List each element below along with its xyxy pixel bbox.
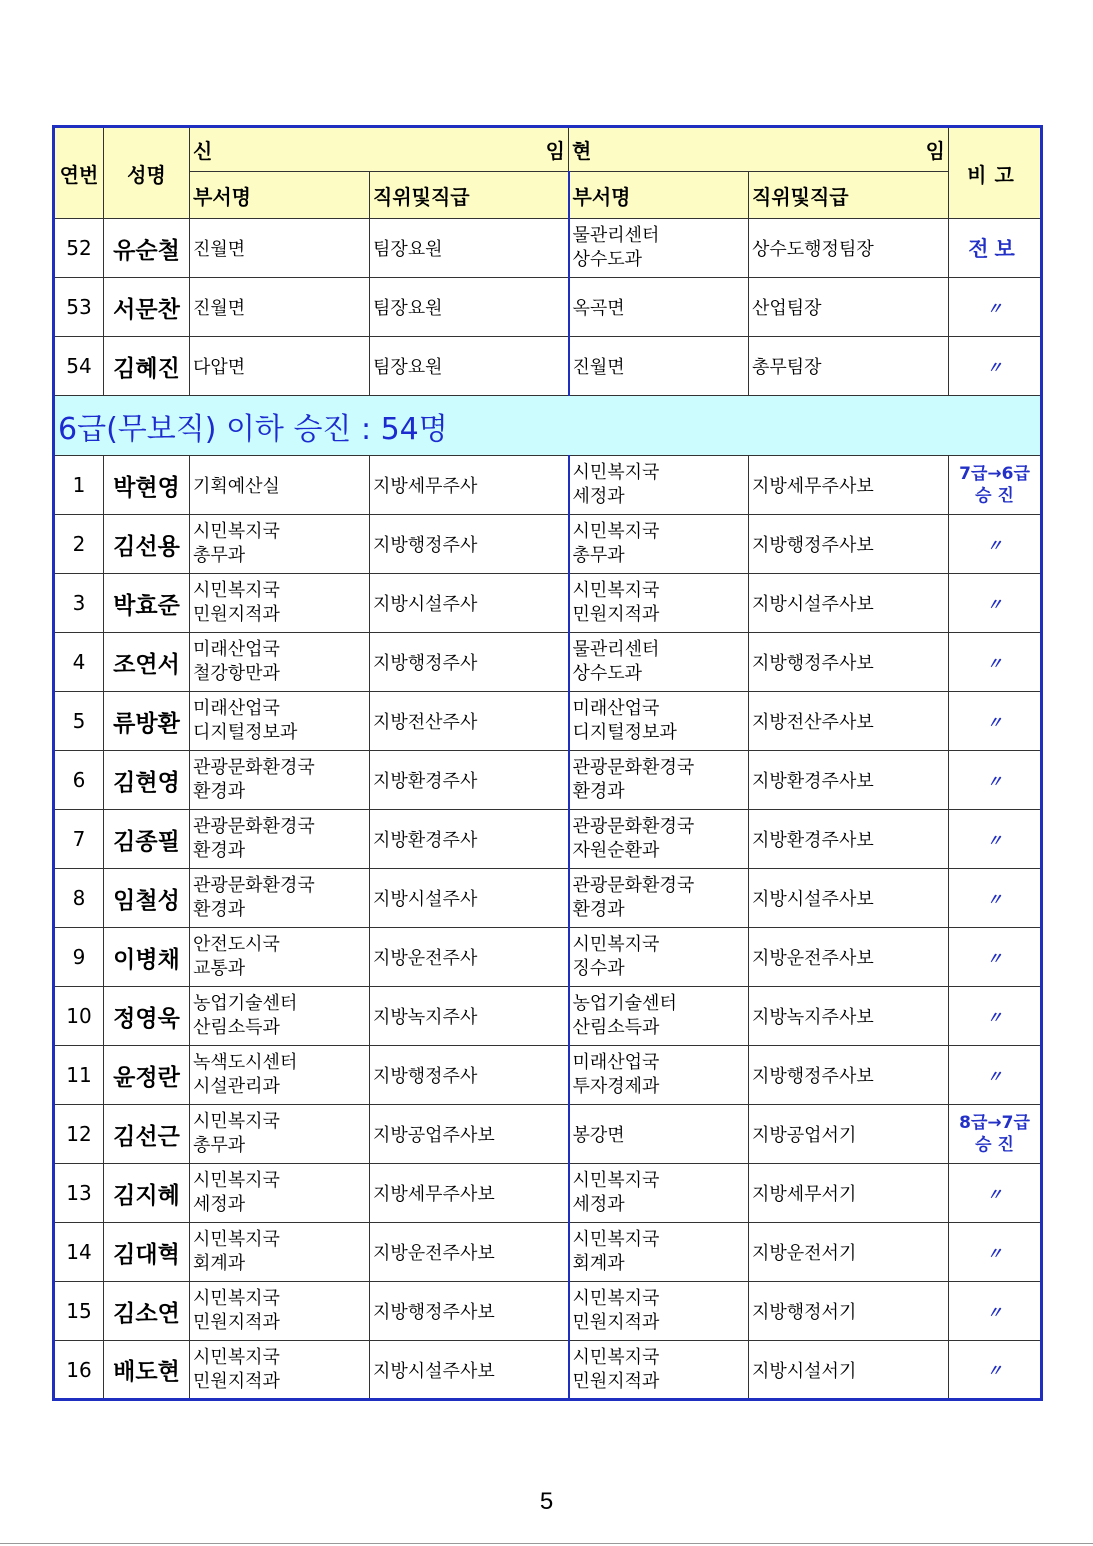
new-department (190, 751, 370, 810)
current-position: 산업팀장 (749, 278, 949, 337)
new-department (190, 1282, 370, 1341)
dept-division: 민원지적과 (193, 1312, 280, 1333)
dept-bureau: 시민복지국 (572, 521, 660, 542)
dept-division: 세정과 (572, 1194, 625, 1215)
note: 〃 (949, 928, 1042, 987)
new-department: 기획예산실 (190, 456, 370, 515)
row-number: 5 (54, 692, 104, 751)
dept-division: 환경과 (193, 840, 246, 861)
row-number: 12 (54, 1105, 104, 1164)
dept-bureau: 시민복지국 (572, 1346, 660, 1368)
table-row (54, 869, 1042, 928)
dept-bureau: 미래산업국 (572, 1052, 660, 1073)
dept-bureau: 미래산업국 (572, 698, 660, 719)
new-department (190, 515, 370, 574)
new-department (190, 1164, 370, 1223)
table-row (54, 456, 1042, 515)
person-name: 정영욱 (104, 987, 190, 1046)
header-name: 성명 (104, 127, 190, 219)
table-row (54, 751, 1042, 810)
header-current-position: 직위및직급 (749, 172, 949, 219)
dept-division: 회계과 (572, 1253, 625, 1274)
row-number: 11 (54, 1046, 104, 1105)
row-number: 3 (54, 574, 104, 633)
new-position: 지방운전주사 (370, 928, 569, 987)
table-row (54, 928, 1042, 987)
dept-division: 상수도과 (572, 249, 643, 270)
new-department (190, 869, 370, 928)
dept-division: 환경과 (572, 899, 625, 920)
dept-bureau: 시민복지국 (193, 1346, 280, 1368)
dept-division: 산림소득과 (572, 1017, 660, 1038)
person-name: 류방환 (104, 692, 190, 751)
person-name: 김선용 (104, 515, 190, 574)
new-position: 지방행정주사 (370, 515, 569, 574)
current-position: 지방시설주사보 (749, 574, 949, 633)
dept-bureau: 시민복지국 (193, 1229, 280, 1250)
person-name: 김혜진 (104, 337, 190, 396)
header-new-post (190, 127, 569, 172)
section-divider (54, 396, 1042, 456)
dept-bureau: 녹색도시센터 (193, 1052, 298, 1073)
current-department: 옥곡면 (569, 278, 749, 337)
table-body-top (54, 219, 1042, 396)
person-name: 김지혜 (104, 1164, 190, 1223)
header-new-right: 임 (545, 139, 565, 163)
current-department (569, 1223, 749, 1282)
note: 〃 (949, 869, 1042, 928)
dept-bureau: 시민복지국 (572, 580, 660, 601)
new-department (190, 810, 370, 869)
row-number: 14 (54, 1223, 104, 1282)
dept-division: 환경과 (572, 781, 625, 802)
dept-division: 민원지적과 (572, 1312, 660, 1333)
person-name: 김선근 (104, 1105, 190, 1164)
new-position: 팀장요원 (370, 219, 569, 278)
dept-bureau: 시민복지국 (193, 521, 280, 542)
person-name: 김대혁 (104, 1223, 190, 1282)
note (949, 456, 1042, 515)
table-row (54, 515, 1042, 574)
row-number: 9 (54, 928, 104, 987)
row-number: 7 (54, 810, 104, 869)
person-name: 서문찬 (104, 278, 190, 337)
note-line: 승 진 (975, 1135, 1014, 1155)
new-department (190, 1105, 370, 1164)
table-row (54, 1223, 1042, 1282)
table-row (54, 633, 1042, 692)
page-number: 5 (539, 1488, 554, 1515)
dept-bureau: 시민복지국 (572, 462, 660, 483)
new-department: 진월면 (190, 278, 370, 337)
note: 〃 (949, 1282, 1042, 1341)
dept-division: 총무과 (572, 545, 625, 566)
current-department: 봉강면 (569, 1105, 749, 1164)
dept-division: 교통과 (193, 958, 246, 979)
row-number: 1 (54, 456, 104, 515)
dept-division: 총무과 (193, 1135, 246, 1156)
current-position: 지방행정서기 (749, 1282, 949, 1341)
note: 〃 (949, 1223, 1042, 1282)
header-current-left: 현 (572, 139, 592, 163)
table-row (54, 1341, 1042, 1400)
current-position: 상수도행정팀장 (749, 219, 949, 278)
person-name: 김현영 (104, 751, 190, 810)
dept-bureau: 미래산업국 (193, 698, 280, 719)
new-position: 지방공업주사보 (370, 1105, 569, 1164)
current-department (569, 1046, 749, 1105)
table-row (54, 987, 1042, 1046)
new-position: 지방녹지주사 (370, 987, 569, 1046)
dept-bureau: 관광문화환경국 (193, 816, 315, 837)
current-department (569, 810, 749, 869)
dept-bureau: 관광문화환경국 (572, 875, 695, 896)
row-number: 10 (54, 987, 104, 1046)
footer-divider (0, 1543, 1093, 1544)
dept-division: 총무과 (193, 545, 246, 566)
note: 〃 (949, 1341, 1042, 1400)
new-position: 지방시설주사 (370, 574, 569, 633)
person-name: 조연서 (104, 633, 190, 692)
note: 〃 (949, 987, 1042, 1046)
current-department (569, 692, 749, 751)
row-number: 16 (54, 1341, 104, 1400)
dept-bureau: 시민복지국 (193, 1111, 280, 1132)
person-name: 유순철 (104, 219, 190, 278)
current-position: 지방세무주사보 (749, 456, 949, 515)
header-no: 연번 (54, 127, 104, 219)
personnel-roster-table (52, 125, 1043, 1401)
table-body-promotions (54, 456, 1042, 1400)
new-position: 지방시설주사보 (370, 1341, 569, 1400)
new-department (190, 987, 370, 1046)
current-department (569, 1341, 749, 1400)
current-department (569, 515, 749, 574)
new-position: 지방환경주사 (370, 751, 569, 810)
row-number: 13 (54, 1164, 104, 1223)
dept-division: 회계과 (193, 1253, 246, 1274)
person-name: 임철성 (104, 869, 190, 928)
dept-bureau: 관광문화환경국 (193, 757, 315, 778)
new-department (190, 928, 370, 987)
current-position: 지방행정주사보 (749, 633, 949, 692)
current-department (569, 987, 749, 1046)
person-name: 이병채 (104, 928, 190, 987)
table-row (54, 692, 1042, 751)
note: 〃 (949, 515, 1042, 574)
new-position: 팀장요원 (370, 278, 569, 337)
dept-bureau: 시민복지국 (572, 1229, 660, 1250)
dept-bureau: 안전도시국 (193, 934, 280, 955)
new-position: 지방행정주사 (370, 1046, 569, 1105)
current-department (569, 869, 749, 928)
dept-division: 세정과 (193, 1194, 246, 1215)
dept-bureau: 시민복지국 (193, 1170, 280, 1191)
note: 〃 (949, 1164, 1042, 1223)
dept-division: 투자경제과 (572, 1076, 660, 1097)
dept-bureau: 관광문화환경국 (572, 757, 695, 778)
dept-bureau: 미래산업국 (193, 639, 280, 660)
table-row (54, 810, 1042, 869)
current-department (569, 1164, 749, 1223)
row-number: 54 (54, 337, 104, 396)
person-name: 박현영 (104, 456, 190, 515)
new-department (190, 574, 370, 633)
dept-division: 자원순환과 (572, 840, 660, 861)
dept-division: 징수과 (572, 958, 625, 979)
note: 전보 (949, 219, 1042, 278)
table-row (54, 219, 1042, 278)
current-position: 지방행정주사보 (749, 515, 949, 574)
dept-division: 민원지적과 (572, 1370, 660, 1392)
current-department: 진월면 (569, 337, 749, 396)
dept-division: 시설관리과 (193, 1076, 280, 1097)
table-row (54, 337, 1042, 396)
header-current-post (569, 127, 949, 172)
person-name: 배도현 (104, 1341, 190, 1400)
table-row (54, 1105, 1042, 1164)
new-department (190, 1341, 370, 1400)
dept-bureau: 시민복지국 (572, 1288, 660, 1309)
row-number: 4 (54, 633, 104, 692)
current-position: 지방시설주사보 (749, 869, 949, 928)
dept-bureau: 시민복지국 (193, 1288, 280, 1309)
new-position: 지방시설주사 (370, 869, 569, 928)
new-department (190, 1223, 370, 1282)
dept-bureau: 시민복지국 (193, 580, 280, 601)
dept-division: 철강항만과 (193, 663, 280, 684)
dept-bureau: 농업기술센터 (572, 993, 677, 1014)
table-row (54, 574, 1042, 633)
dept-bureau: 물관리센터 (572, 639, 660, 660)
header-note: 비고 (949, 127, 1042, 219)
new-position: 지방환경주사 (370, 810, 569, 869)
row-number: 6 (54, 751, 104, 810)
dept-division: 민원지적과 (193, 1370, 280, 1392)
current-department (569, 1282, 749, 1341)
current-department (569, 928, 749, 987)
note: 〃 (949, 278, 1042, 337)
person-name: 윤정란 (104, 1046, 190, 1105)
new-position: 지방세무주사보 (370, 1164, 569, 1223)
new-department: 진월면 (190, 219, 370, 278)
dept-bureau: 시민복지국 (572, 934, 660, 955)
new-department (190, 633, 370, 692)
note: 〃 (949, 574, 1042, 633)
dept-division: 세정과 (572, 486, 625, 507)
table-row (54, 1282, 1042, 1341)
note: 〃 (949, 692, 1042, 751)
current-department (569, 219, 749, 278)
header-new-dept: 부서명 (190, 172, 370, 219)
dept-bureau: 관광문화환경국 (572, 816, 695, 837)
dept-bureau: 시민복지국 (572, 1170, 660, 1191)
dept-division: 환경과 (193, 781, 246, 802)
current-department (569, 574, 749, 633)
current-position: 지방환경주사보 (749, 810, 949, 869)
current-position: 지방공업서기 (749, 1105, 949, 1164)
note: 〃 (949, 810, 1042, 869)
current-department (569, 751, 749, 810)
current-position: 지방녹지주사보 (749, 987, 949, 1046)
current-position: 지방환경주사보 (749, 751, 949, 810)
current-position: 지방전산주사보 (749, 692, 949, 751)
dept-division: 상수도과 (572, 663, 643, 684)
person-name: 박효준 (104, 574, 190, 633)
new-position: 지방세무주사 (370, 456, 569, 515)
row-number: 15 (54, 1282, 104, 1341)
current-position: 지방행정주사보 (749, 1046, 949, 1105)
dept-division: 환경과 (193, 899, 246, 920)
current-position: 지방운전주사보 (749, 928, 949, 987)
dept-bureau: 관광문화환경국 (193, 875, 315, 896)
current-position: 총무팀장 (749, 337, 949, 396)
current-department (569, 633, 749, 692)
new-position: 지방행정주사 (370, 633, 569, 692)
row-number: 2 (54, 515, 104, 574)
note (949, 1105, 1042, 1164)
current-position: 지방세무서기 (749, 1164, 949, 1223)
header-new-position: 직위및직급 (370, 172, 569, 219)
header-new-left: 신 (193, 139, 213, 163)
header-current-dept: 부서명 (569, 172, 749, 219)
row-number: 53 (54, 278, 104, 337)
person-name: 김종필 (104, 810, 190, 869)
new-position: 지방행정주사보 (370, 1282, 569, 1341)
dept-bureau: 농업기술센터 (193, 993, 298, 1014)
dept-division: 디지털정보과 (572, 722, 677, 743)
new-department (190, 692, 370, 751)
note-line: 8급→7급 (959, 1113, 1030, 1133)
dept-division: 민원지적과 (193, 604, 280, 625)
new-department (190, 1046, 370, 1105)
row-number: 8 (54, 869, 104, 928)
current-department (569, 456, 749, 515)
new-position: 지방운전주사보 (370, 1223, 569, 1282)
current-position: 지방운전서기 (749, 1223, 949, 1282)
new-department: 다압면 (190, 337, 370, 396)
dept-division: 민원지적과 (572, 604, 660, 625)
current-position: 지방시설서기 (749, 1341, 949, 1400)
dept-bureau: 물관리센터 (572, 225, 660, 246)
table-row (54, 1164, 1042, 1223)
section-title: 6급(무보직) 이하 승진 : 54명 (54, 396, 1042, 456)
note: 〃 (949, 1046, 1042, 1105)
row-number: 52 (54, 219, 104, 278)
header-current-right: 임 (925, 139, 945, 163)
dept-division: 산림소득과 (193, 1017, 280, 1038)
new-position: 팀장요원 (370, 337, 569, 396)
table-row (54, 1046, 1042, 1105)
new-position: 지방전산주사 (370, 692, 569, 751)
note: 〃 (949, 633, 1042, 692)
note-line: 승 진 (975, 486, 1014, 506)
person-name: 김소연 (104, 1282, 190, 1341)
note-line: 7급→6급 (959, 464, 1030, 484)
note: 〃 (949, 751, 1042, 810)
note: 〃 (949, 337, 1042, 396)
table-row (54, 278, 1042, 337)
dept-division: 디지털정보과 (193, 722, 298, 743)
table-header (54, 127, 1042, 219)
